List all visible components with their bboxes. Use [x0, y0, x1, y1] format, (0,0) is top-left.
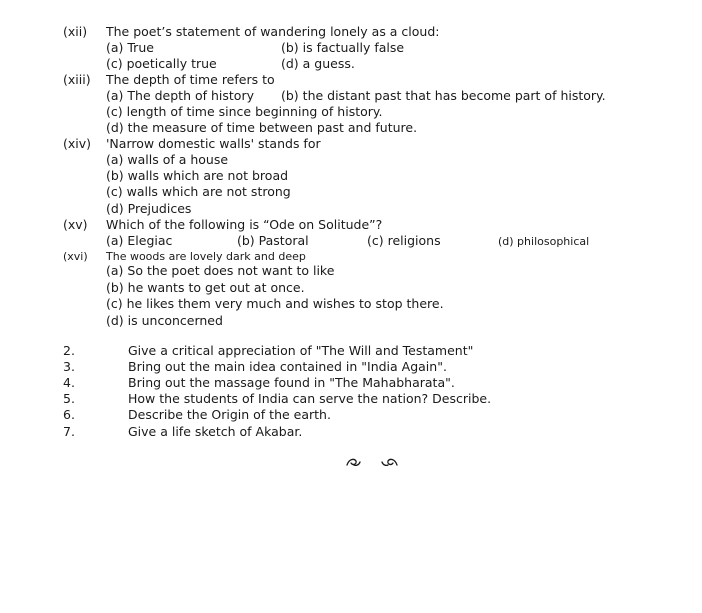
option: (d) Prejudices [106, 201, 192, 216]
option: (d) is unconcerned [106, 313, 223, 328]
option: (a) So the poet does not want to like [106, 263, 335, 278]
option: (c) poetically true [106, 56, 217, 71]
question-number: (xii) [63, 24, 88, 39]
long-question-text: Bring out the main idea contained in "India Again". [128, 359, 447, 374]
long-question-number: 5. [63, 391, 75, 406]
long-question-text: Bring out the massage found in "The Mahabharata". [128, 375, 455, 390]
option: (c) religions [367, 233, 441, 248]
question-text: The woods are lovely dark and deep [106, 250, 306, 263]
option: (a) The depth of history [106, 88, 254, 103]
question-text: Which of the following is “Ode on Solitude”? [106, 217, 383, 232]
option: (c) length of time since beginning of history. [106, 104, 383, 119]
question-number: (xvi) [63, 250, 88, 263]
long-question-number: 2. [63, 343, 75, 358]
option: (a) True [106, 40, 154, 55]
long-question-number: 7. [63, 424, 75, 439]
long-question-text: Describe the Origin of the earth. [128, 407, 331, 422]
long-question-number: 4. [63, 375, 75, 390]
option: (c) walls which are not strong [106, 184, 291, 199]
option: (b) he wants to get out at once. [106, 280, 305, 295]
long-question-text: How the students of India can serve the nation? Describe. [128, 391, 492, 406]
option: (d) philosophical [498, 235, 590, 248]
option: (d) the measure of time between past and future. [106, 120, 418, 135]
option: (b) Pastoral [237, 233, 309, 248]
question-text: The depth of time refers to [106, 72, 275, 87]
option: (b) walls which are not broad [106, 168, 289, 183]
long-question-number: 6. [63, 407, 75, 422]
option: (b) is factually false [281, 40, 405, 55]
question-number: (xiii) [63, 72, 91, 87]
long-question-text: Give a life sketch of Akabar. [128, 424, 303, 439]
question-number: (xiv) [63, 136, 92, 151]
option: (a) Elegiac [106, 233, 173, 248]
question-text: 'Narrow domestic walls' stands for [106, 136, 321, 151]
long-question-number: 3. [63, 359, 75, 374]
option: (c) he likes them very much and wishes to stop there. [106, 296, 444, 311]
option: (a) walls of a house [106, 152, 229, 167]
long-question-text: Give a critical appreciation of "The Will and Testament" [128, 343, 474, 358]
question-text: The poet’s statement of wandering lonely as a cloud: [106, 24, 440, 39]
question-number: (xv) [63, 217, 88, 232]
option: (d) a guess. [281, 56, 355, 71]
option: (b) the distant past that has become part of history. [281, 88, 606, 103]
fleuron-ornament-icon [344, 455, 404, 469]
